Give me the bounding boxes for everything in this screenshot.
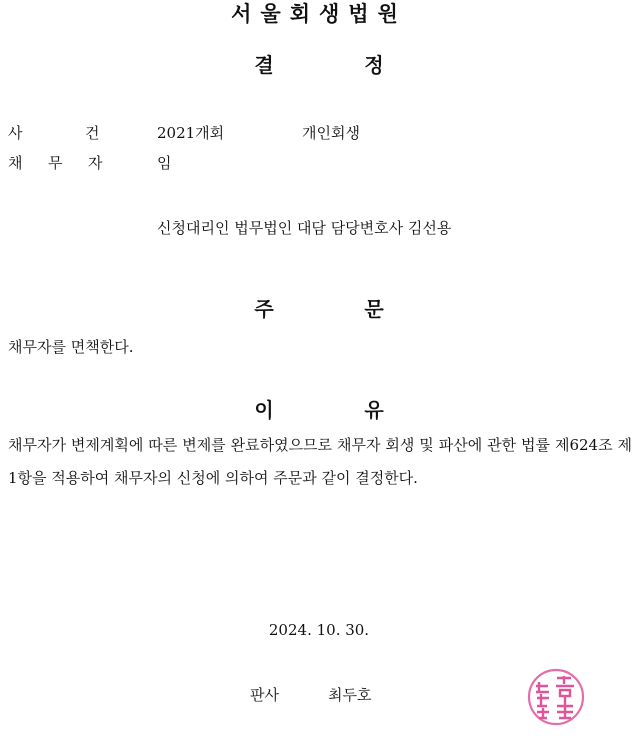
case-label-char-1: 사 — [8, 124, 23, 142]
court-name: 서울회생법원 — [231, 2, 407, 26]
debtor-label — [8, 153, 128, 173]
debtor-label-char-3: 자 — [88, 154, 103, 172]
judge-name: 최두호 — [328, 686, 372, 704]
applicant-agent: 신청대리인 법무법인 대담 담당변호사 김선용 — [157, 219, 452, 237]
case-label — [8, 123, 128, 143]
debtor-label-char-1: 채 — [8, 154, 23, 172]
document-title-right: 정 — [364, 53, 384, 77]
case-number: 2021개회 — [157, 124, 225, 142]
reason-heading-left: 이 — [254, 398, 274, 422]
judge-title: 판사 — [250, 686, 279, 704]
reason-text: 채무자가 변제계획에 따른 변제를 완료하였으므로 채무자 회생 및 파산에 관한 법률 제624조 제1항을 적용하여 채무자의 신청에 의하여 주문과 같이 결정한다. — [8, 436, 632, 487]
debtor-name: 임 — [157, 154, 172, 172]
order-heading-left: 주 — [254, 297, 274, 321]
debtor-label-char-2: 무 — [48, 154, 63, 172]
order-heading-right: 문 — [364, 297, 384, 321]
document-title — [0, 52, 638, 78]
reason-heading-right: 유 — [364, 398, 384, 422]
case-type: 개인회생 — [302, 124, 360, 142]
court-seal-stamp — [527, 668, 585, 726]
reason-heading — [0, 397, 638, 423]
order-text: 채무자를 면책한다. — [8, 338, 134, 356]
case-label-char-2: 건 — [85, 124, 100, 142]
decision-date: 2024. 10. 30. — [268, 621, 370, 639]
document-title-left: 결 — [254, 53, 274, 77]
order-heading — [0, 296, 638, 322]
